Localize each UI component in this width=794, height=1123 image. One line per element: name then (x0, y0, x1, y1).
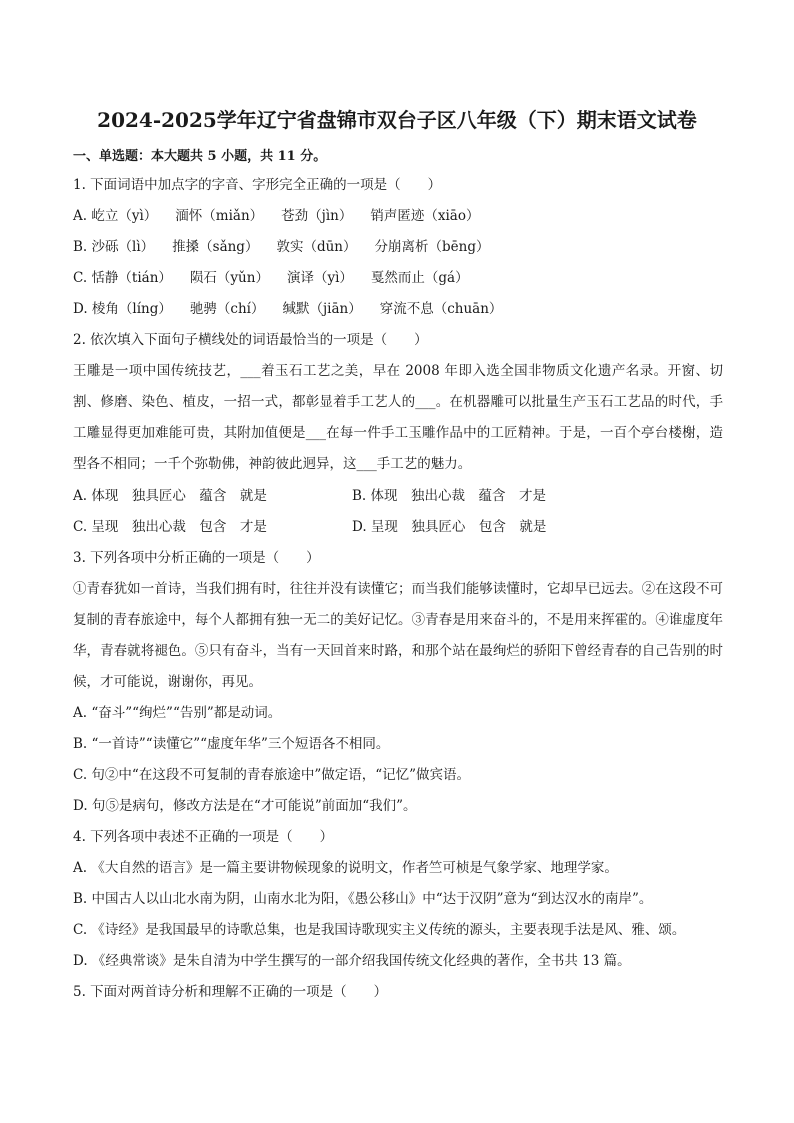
option-item: 苍劲（jìn） (281, 208, 353, 224)
question-3-option-a: A. “奋斗”“绚烂”“告别”都是动词。 (73, 705, 282, 721)
section-heading: 一、单选题：本大题共 5 小题，共 11 分。 (73, 149, 327, 164)
question-1-option-b (73, 232, 723, 263)
question-2-option-c: C. 呈现 独出心裁 包含 才是 (73, 519, 267, 535)
option-item: 戛然而止（gá） (370, 270, 469, 286)
option-item: 推搡（sǎng） (172, 239, 259, 255)
question-2-option-d: D. 呈现 独具匠心 包含 就是 (352, 519, 547, 535)
option-item: A. 屹立（yì） (73, 208, 158, 224)
option-item: 敦实（dūn） (276, 239, 357, 255)
option-item: 驰骋（chí） (189, 301, 265, 317)
question-4-stem: 4. 下列各项中表述不正确的一项是（ ） (73, 829, 334, 845)
question-2 (73, 325, 723, 480)
question-4-option-d: D. 《经典常谈》是朱自清为中学生撰写的一部介绍我国传统文化经典的著作，全书共 13 篇。 (73, 953, 631, 969)
option-item: 湎怀（miǎn） (175, 208, 264, 224)
question-3 (73, 543, 723, 822)
question-4 (73, 822, 723, 1008)
question-1-option-d (73, 294, 723, 325)
question-2-option-b: B. 体现 独出心裁 蕴含 才是 (352, 488, 547, 504)
question-2-option-a: A. 体现 独具匠心 蕴含 就是 (73, 488, 267, 504)
option-item: D. 棱角（líng） (73, 301, 172, 317)
option-item: 分崩离析（bēng） (374, 239, 490, 255)
option-item: 穿流不息（chuān） (379, 301, 503, 317)
question-1 (73, 170, 723, 325)
question-1-stem: 1. 下面词语中加点字的字音、字形完全正确的一项是（ ） (73, 177, 442, 193)
option-item: B. 沙砾（lì） (73, 239, 155, 255)
question-1-option-a (73, 201, 723, 232)
question-3-passage: ①青春犹如一首诗，当我们拥有时，往往并没有读懂它；而当我们能够读懂时，它却早已远去。②在这段不可复制的青春旅途中，每个人都拥有独一无二的美好记忆。③青春是用来奋斗的，不是用来挥霍的。④谁虚度年华，青春就将褪色。⑤只有奋斗，当有一天回首来时路，和那个站在最绚烂的骄阳下曾经青春的自己告别的时候，才可能说，谢谢你，再见。 (73, 581, 723, 690)
question-5-stem: 5. 下面对两首诗分析和理解不正确的一项是（ ） (73, 984, 388, 1000)
option-item: 缄默（jiān） (282, 301, 362, 317)
question-4-option-b: B. 中国古人以山北水南为阴，山南水北为阳，《愚公移山》中“达于汉阴”意为“到达汉水的南岸”。 (73, 891, 653, 907)
question-2-stem: 2. 依次填入下面句子横线处的词语最恰当的一项是（ ） (73, 332, 428, 348)
exam-title: 2024-2025学年辽宁省盘锦市双台子区八年级（下）期末语文试卷 (97, 108, 697, 132)
question-3-option-c: C. 句②中“在这段不可复制的青春旅途中”做定语，“记忆”做宾语。 (73, 767, 471, 783)
question-3-option-b: B. “一首诗”“读懂它”“虚度年华”三个短语各不相同。 (73, 736, 390, 752)
question-2-passage: 王雕是一项中国传统技艺，___着玉石工艺之美，早在 2008 年即入选全国非物质文化遗产名录。开窗、切割、修磨、染色、植皮，一招一式，都彰显着手工艺人的___。在机器雕可以批量生产玉石工艺品的时代，手工雕显得更加难能可贵，其附加值便是___在每一件手工玉雕作品中的工匠精神。于是，一百个亭台楼榭，造型各不相同；一千个弥勒佛，神韵彼此迥异，这___手工艺的魅力。 (73, 363, 723, 472)
question-2-options (73, 481, 723, 543)
question-4-option-c: C. 《诗经》是我国最早的诗歌总集，也是我国诗歌现实主义传统的源头，主要表现手法是风、雅、颂。 (73, 922, 686, 938)
option-item: C. 恬静（tián） (73, 270, 172, 286)
option-item: 销声匿迹（xiāo） (370, 208, 480, 224)
option-item: 陨石（yǔn） (189, 270, 269, 286)
question-3-option-d: D. 句⑤是病句，修改方法是在“才可能说”前面加“我们”。 (73, 798, 417, 814)
question-4-option-a: A. 《大自然的语言》是一篇主要讲物候现象的说明文，作者竺可桢是气象学家、地理学家。 (73, 860, 618, 876)
option-item: 演译（yì） (286, 270, 353, 286)
question-1-option-c (73, 263, 723, 294)
question-3-stem: 3. 下列各项中分析正确的一项是（ ） (73, 550, 320, 566)
